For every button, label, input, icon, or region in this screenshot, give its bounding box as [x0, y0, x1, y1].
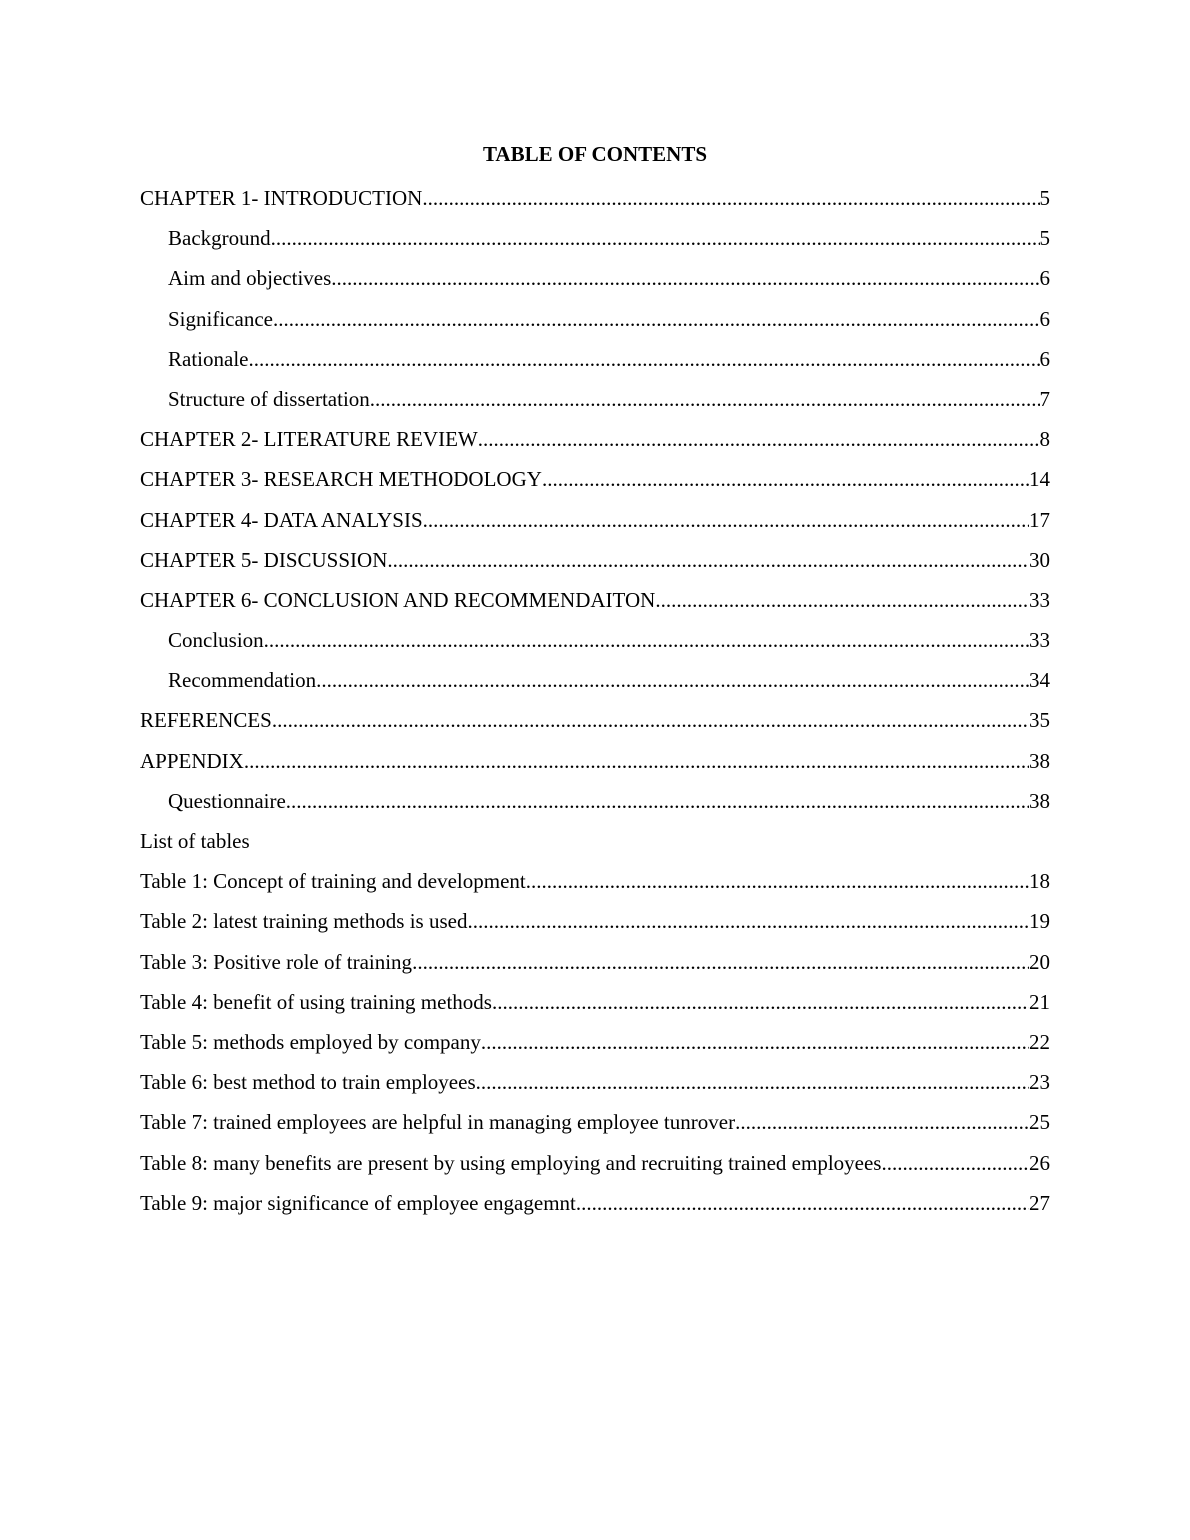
toc-entry-label: Conclusion [168, 628, 264, 653]
dot-leader [271, 218, 1040, 258]
toc-entry[interactable] [140, 339, 1050, 379]
dot-leader [526, 861, 1029, 901]
toc-entry-label: CHAPTER 1- INTRODUCTION [140, 186, 423, 210]
table-entry[interactable] [140, 942, 1050, 982]
table-entry-label: Table 9: major significance of employee engagemnt [140, 1190, 576, 1215]
dot-leader [542, 459, 1029, 499]
toc-entry-page: 6 [1039, 266, 1050, 291]
toc-entry-label: Recommendation [168, 668, 317, 693]
dot-leader [244, 741, 1029, 781]
table-entry[interactable] [140, 982, 1050, 1022]
toc-entry-label: CHAPTER 5- DISCUSSION [140, 547, 388, 572]
dot-leader [478, 419, 1040, 459]
table-entry-label: Table 6: best method to train employees [140, 1070, 476, 1095]
toc-entry[interactable] [140, 540, 1050, 580]
toc-entry-page: 30 [1029, 547, 1050, 572]
table-entry[interactable] [140, 1183, 1050, 1223]
table-entry-page: 19 [1029, 909, 1050, 934]
toc-entry[interactable] [140, 258, 1050, 298]
table-entry-page: 22 [1029, 1029, 1050, 1054]
toc-entry-label: Structure of dissertation [168, 386, 370, 411]
table-entry-label: Table 2: latest training methods is used [140, 909, 468, 934]
dot-leader [248, 339, 1039, 379]
toc-entry-label: Questionnaire [168, 788, 286, 813]
toc-entry-page: 33 [1029, 587, 1050, 612]
toc-entry-page: 38 [1029, 788, 1050, 813]
dot-leader [492, 982, 1029, 1022]
toc-entry-label: Aim and objectives [168, 266, 332, 291]
dot-leader [423, 500, 1029, 540]
toc-entry-page: 38 [1029, 748, 1050, 773]
table-entry-label: Table 7: trained employees are helpful in managing employee tunrover [140, 1110, 736, 1135]
toc-entry[interactable] [140, 660, 1050, 700]
table-entry[interactable] [140, 1022, 1050, 1062]
toc-entry[interactable] [140, 218, 1050, 258]
dot-leader [576, 1183, 1029, 1223]
table-entry-label: Table 4: benefit of using training methods [140, 989, 492, 1014]
toc-entry-page: 33 [1029, 628, 1050, 653]
dot-leader [422, 178, 1039, 218]
toc-entry[interactable] [140, 419, 1050, 459]
table-entry-page: 25 [1029, 1110, 1050, 1135]
toc-entry[interactable] [140, 741, 1050, 781]
toc-entry-label: Background [168, 226, 271, 251]
table-entry[interactable] [140, 1143, 1050, 1183]
table-entry-page: 27 [1029, 1190, 1050, 1215]
toc-entry[interactable] [140, 781, 1050, 821]
toc-entry[interactable] [140, 620, 1050, 660]
table-entry-page: 20 [1029, 949, 1050, 974]
dot-leader [881, 1143, 1029, 1183]
toc-entry-page: 17 [1029, 507, 1050, 532]
dot-leader [264, 620, 1029, 660]
dot-leader [331, 258, 1039, 298]
toc-entry-label: CHAPTER 4- DATA ANALYSIS [140, 507, 423, 532]
toc-entry[interactable] [140, 459, 1050, 499]
table-entry-label: Table 3: Positive role of training [140, 949, 413, 974]
table-entry[interactable] [140, 1062, 1050, 1102]
table-entry[interactable] [140, 901, 1050, 941]
dot-leader [273, 299, 1040, 339]
dot-leader [286, 781, 1029, 821]
table-entry[interactable] [140, 1102, 1050, 1142]
toc-entry[interactable] [140, 500, 1050, 540]
dot-leader [316, 660, 1029, 700]
toc-entry[interactable] [140, 299, 1050, 339]
dot-leader [476, 1062, 1029, 1102]
dot-leader [387, 540, 1029, 580]
table-entry-label: Table 1: Concept of training and development [140, 869, 526, 894]
toc-entry-label: CHAPTER 6- CONCLUSION AND RECOMMENDAITON [140, 587, 656, 612]
toc-entry-page: 5 [1039, 186, 1050, 210]
toc-entry[interactable] [140, 178, 1050, 218]
table-entry-page: 21 [1029, 989, 1050, 1014]
dot-leader [412, 942, 1029, 982]
toc-entry[interactable] [140, 580, 1050, 620]
list-of-tables-heading: List of tables [140, 829, 250, 853]
toc-entry-page: 7 [1039, 386, 1050, 411]
dot-leader [481, 1022, 1029, 1062]
toc-entry-page: 14 [1029, 467, 1050, 492]
toc-entry-page: 6 [1039, 346, 1050, 371]
toc-entry-page: 35 [1029, 708, 1050, 733]
toc-entry-page: 6 [1039, 306, 1050, 331]
document-page [140, 138, 1050, 1223]
toc-entry-page: 5 [1039, 226, 1050, 251]
dot-leader [467, 901, 1029, 941]
dot-leader [655, 580, 1029, 620]
toc-entry[interactable] [140, 700, 1050, 740]
toc-entry-label: CHAPTER 2- LITERATURE REVIEW [140, 427, 478, 452]
toc-entry-page: 34 [1029, 668, 1050, 693]
table-entry-label: Table 5: methods employed by company [140, 1029, 481, 1054]
table-entry-page: 26 [1029, 1150, 1050, 1175]
dot-leader [370, 379, 1040, 419]
table-entry-page: 18 [1029, 869, 1050, 894]
table-entry-page: 23 [1029, 1070, 1050, 1095]
page-title: TABLE OF CONTENTS [482, 142, 708, 166]
toc-entry-label: Rationale [168, 346, 249, 371]
toc-entry-label: CHAPTER 3- RESEARCH METHODOLOGY [140, 467, 542, 492]
dot-leader [735, 1102, 1029, 1142]
table-entry-label: Table 8: many benefits are present by using employing and recruiting trained employees [140, 1150, 882, 1175]
toc-entry-label: REFERENCES [140, 708, 272, 733]
table-entry[interactable] [140, 861, 1050, 901]
toc-entry-label: Significance [168, 306, 273, 331]
toc-list [140, 178, 1050, 821]
toc-entry[interactable] [140, 379, 1050, 419]
toc-entry-page: 8 [1039, 427, 1050, 452]
toc-entry-label: APPENDIX [140, 748, 244, 773]
tables-list [140, 861, 1050, 1223]
dot-leader [272, 700, 1029, 740]
